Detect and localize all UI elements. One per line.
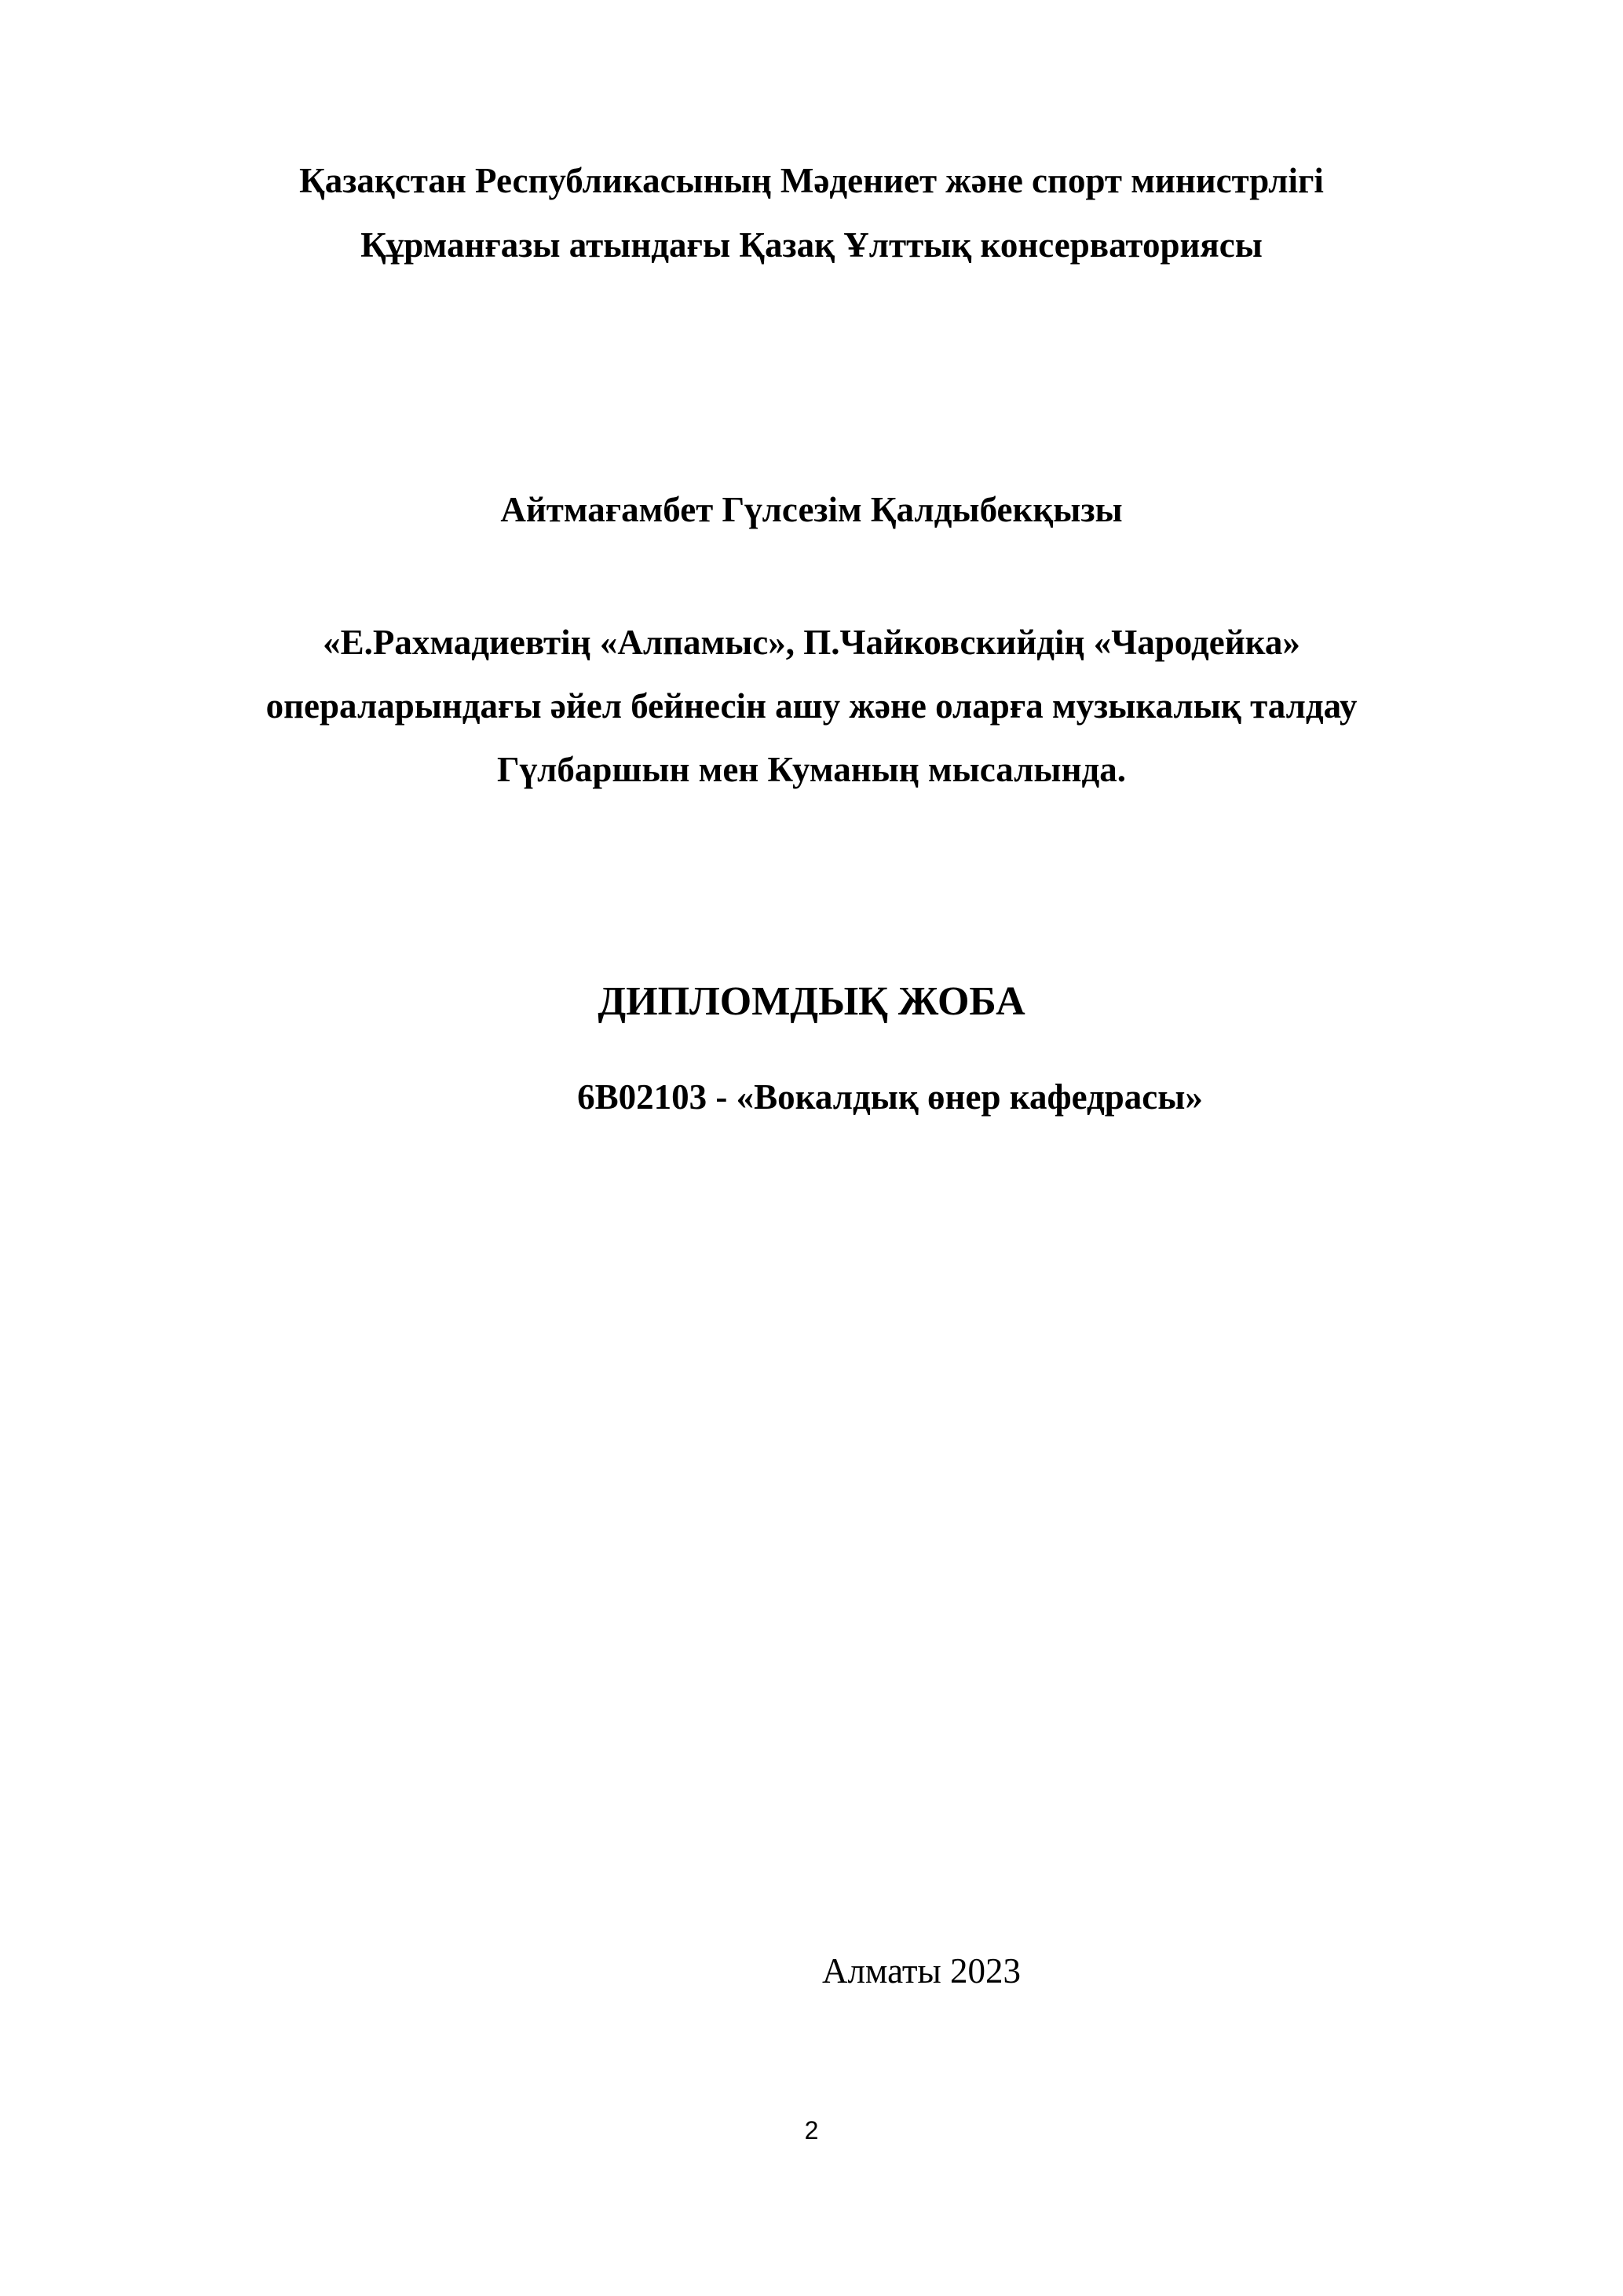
department-label: 6B02103 - «Вокалдық өнер кафедрасы»	[577, 1077, 1203, 1117]
thesis-title-line-3: Гүлбаршын мен Куманың мысалында.	[496, 750, 1127, 789]
institution-heading: Құрманғазы атындағы Қазақ Ұлттық консерваториясы	[360, 225, 1263, 265]
thesis-title-line-1: «Е.Рахмадиевтің «Алпамыс», П.Чайковскийдің «Чародейка»	[323, 623, 1300, 662]
city-year: Алматы 2023	[821, 1951, 1022, 1991]
document-type-heading: ДИПЛОМДЫҚ ЖОБА	[598, 979, 1025, 1024]
thesis-title-line-2: операларындағы әйел бейнесін ашу және оларға музыкалық талдау	[265, 686, 1358, 726]
ministry-heading: Қазақстан Республикасының Мәдениет және спорт министрлігі	[299, 161, 1324, 200]
page-number: 2	[804, 2116, 819, 2144]
author-name: Айтмағамбет Гүлсезім Қалдыбекқызы	[500, 490, 1123, 529]
